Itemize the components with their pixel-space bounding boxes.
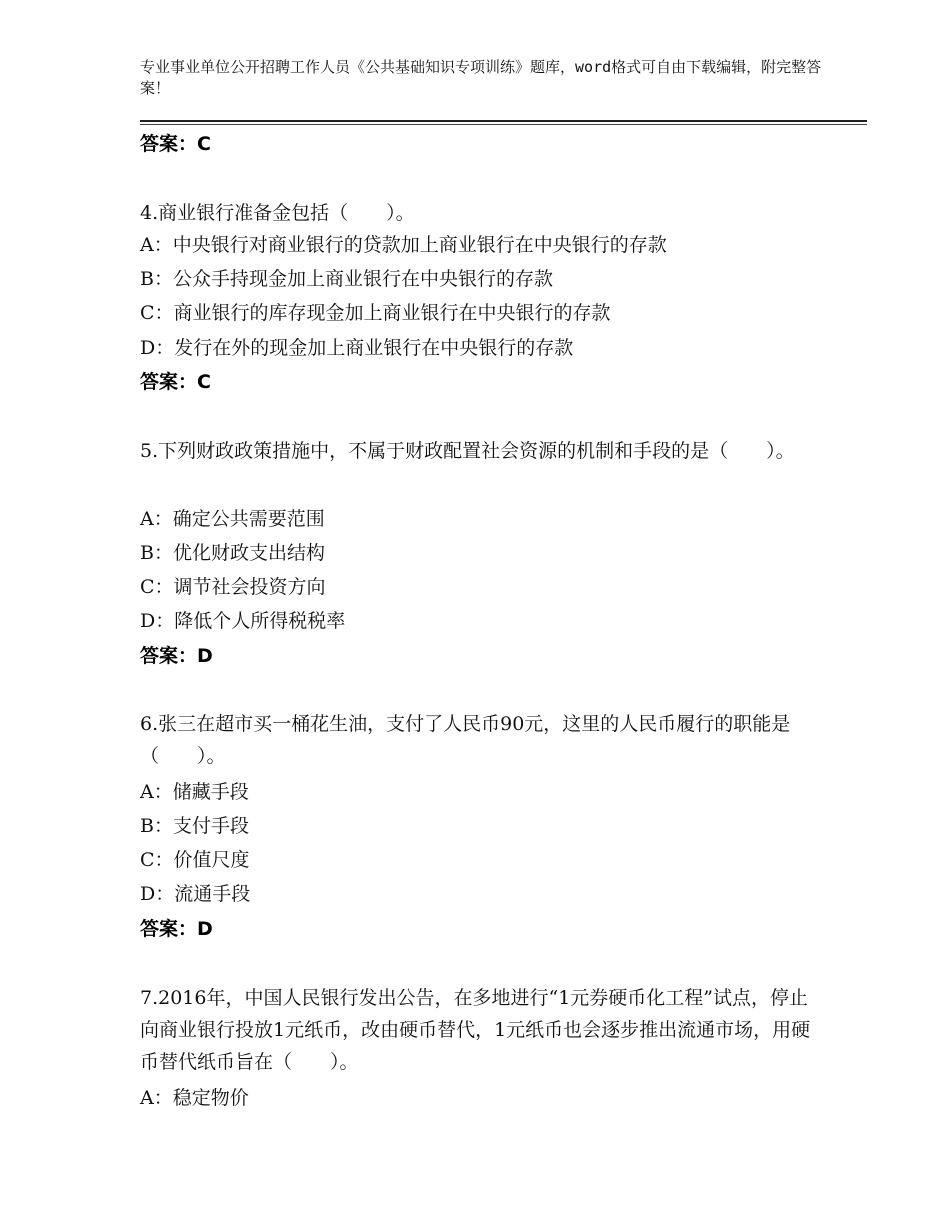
answer-q4: 答案：C — [140, 371, 211, 393]
answer-q6: 答案：D — [140, 918, 213, 940]
answer-q3: 答案：C — [140, 133, 211, 155]
question-4-option-b: B：公众手持现金加上商业银行在中央银行的存款 — [140, 268, 553, 290]
question-4-option-d: D：发行在外的现金加上商业银行在中央银行的存款 — [140, 337, 574, 359]
question-4-stem: 4.商业银行准备金包括（ ）。 — [140, 202, 415, 224]
question-4-option-c: C：商业银行的库存现金加上商业银行在中央银行的存款 — [140, 302, 611, 324]
question-7-option-a: A：稳定物价 — [140, 1087, 249, 1109]
answer-q5: 答案：D — [140, 645, 213, 667]
question-5-option-a: A：确定公共需要范围 — [140, 508, 325, 530]
question-6-option-a: A：储藏手段 — [140, 781, 249, 803]
document-header: 专业事业单位公开招聘工作人员《公共基础知识专项训练》题库，word格式可自由下载编辑，附完整答案！ — [140, 58, 822, 97]
question-6-option-d: D：流通手段 — [140, 883, 251, 905]
question-5-option-c: C：调节社会投资方向 — [140, 576, 326, 598]
header-divider-thin — [140, 124, 867, 125]
header-divider-thick — [140, 120, 867, 122]
question-7-stem: 7.2016年，中国人民银行发出公告，在多地进行“1元券硬币化工程”试点，停止向商业银行投放1元纸币，改由硬币替代，1元纸币也会逐步推出流通市场，用硬币替代纸币旨在（ ）。 — [140, 987, 811, 1073]
question-4-option-a: A：中央银行对商业银行的贷款加上商业银行在中央银行的存款 — [140, 234, 667, 256]
question-6-option-c: C：价值尺度 — [140, 849, 250, 871]
question-6-option-b: B：支付手段 — [140, 815, 249, 837]
question-5-stem: 5.下列财政政策措施中，不属于财政配置社会资源的机制和手段的是（ ）。 — [140, 440, 795, 462]
question-5-option-d: D：降低个人所得税税率 — [140, 610, 346, 632]
question-5-option-b: B：优化财政支出结构 — [140, 542, 325, 564]
question-6-stem: 6.张三在超市买一桶花生油，支付了人民币90元，这里的人民币履行的职能是（ ）。 — [140, 713, 791, 767]
